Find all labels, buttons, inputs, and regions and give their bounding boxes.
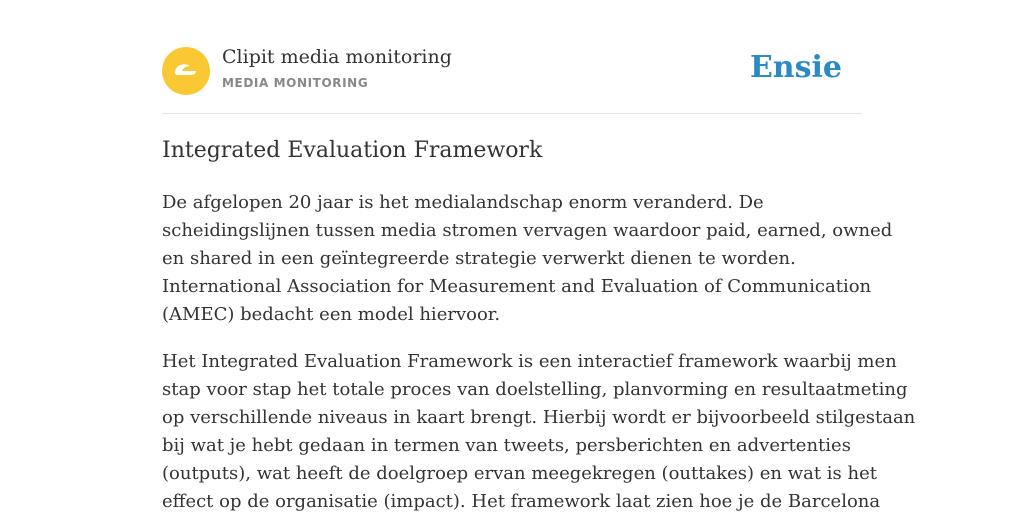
site-logo[interactable]: Ensie	[749, 50, 842, 85]
text-line: International Association for Measurement and Evaluation of Communication	[162, 276, 872, 297]
text-line: (outputs), wat heeft de doelgroep ervan meegekregen (outtakes) en wat is het	[162, 463, 877, 484]
brand-name[interactable]: Clipit media monitoring	[222, 46, 452, 68]
text-line: De afgelopen 20 jaar is het medialandschap enorm veranderd. De	[162, 192, 764, 213]
paragraph	[162, 189, 893, 329]
header	[162, 0, 862, 114]
text-line: (AMEC) bedacht een model hiervoor.	[162, 304, 501, 325]
text-line: en shared in een geïntegreerde strategie verwerkt dienen te worden.	[162, 248, 796, 269]
text-line: op verschillende niveaus in kaart brengt. Hierbij wordt er bijvoorbeeld stilgestaan	[162, 407, 916, 428]
brand-tagline: MEDIA MONITORING	[222, 76, 369, 90]
text-line: Het Integrated Evaluation Framework is een interactief framework waarbij men	[162, 351, 897, 372]
content-container	[162, 0, 916, 512]
text-line: effect op de organisatie (impact). Het framework laat zien hoe je de Barcelona	[162, 491, 881, 512]
text-line: stap voor stap het totale proces van doelstelling, planvorming en resultaatmeting	[162, 379, 908, 400]
page-title: Integrated Evaluation Framework	[162, 138, 543, 163]
paragraph	[162, 348, 916, 512]
text-line: bij wat je hebt gedaan in termen van tweets, persberichten en advertenties	[162, 435, 851, 456]
text-line: scheidingslijnen tussen media stromen vervagen waardoor paid, earned, owned	[162, 220, 893, 241]
speech-bubble-icon[interactable]	[162, 47, 210, 95]
article-body	[162, 189, 916, 512]
